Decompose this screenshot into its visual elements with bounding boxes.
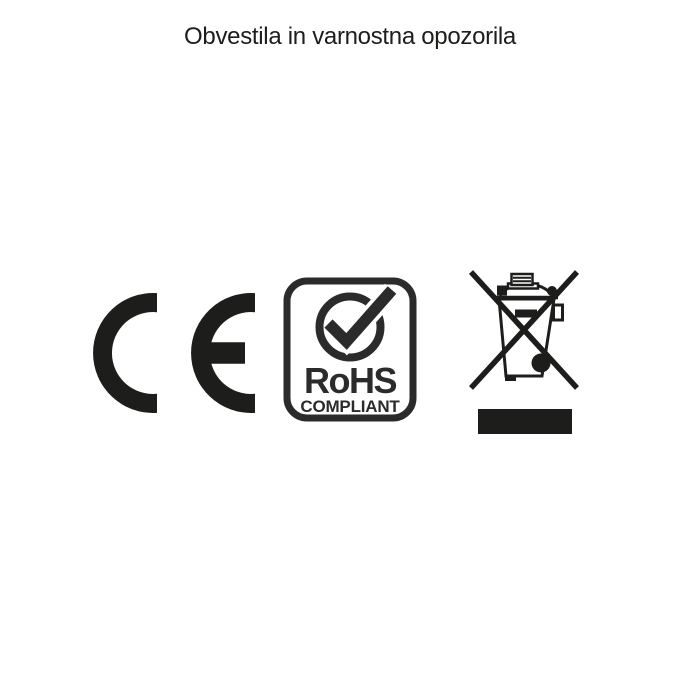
- weee-handle: [512, 274, 533, 285]
- weee-date-bar: [478, 409, 572, 434]
- rohs-badge: [283, 277, 417, 422]
- rohs-sublabel: COMPLIANT: [300, 397, 400, 416]
- weee-mark: [468, 268, 580, 438]
- page-title: Obvestila in varnostna opozorila: [184, 23, 516, 50]
- weee-lid-left-knob: [497, 286, 507, 296]
- ce-mark: [93, 293, 255, 413]
- ce-letter-c: [93, 293, 157, 413]
- rohs-label: RoHS: [304, 360, 396, 401]
- crossed-wheelie-bin-icon: [468, 268, 580, 438]
- ce-letter-e-bar: [210, 342, 245, 364]
- weee-side-tab: [554, 305, 563, 320]
- ce-mark-icon: [93, 293, 255, 413]
- weee-foot: [505, 375, 516, 381]
